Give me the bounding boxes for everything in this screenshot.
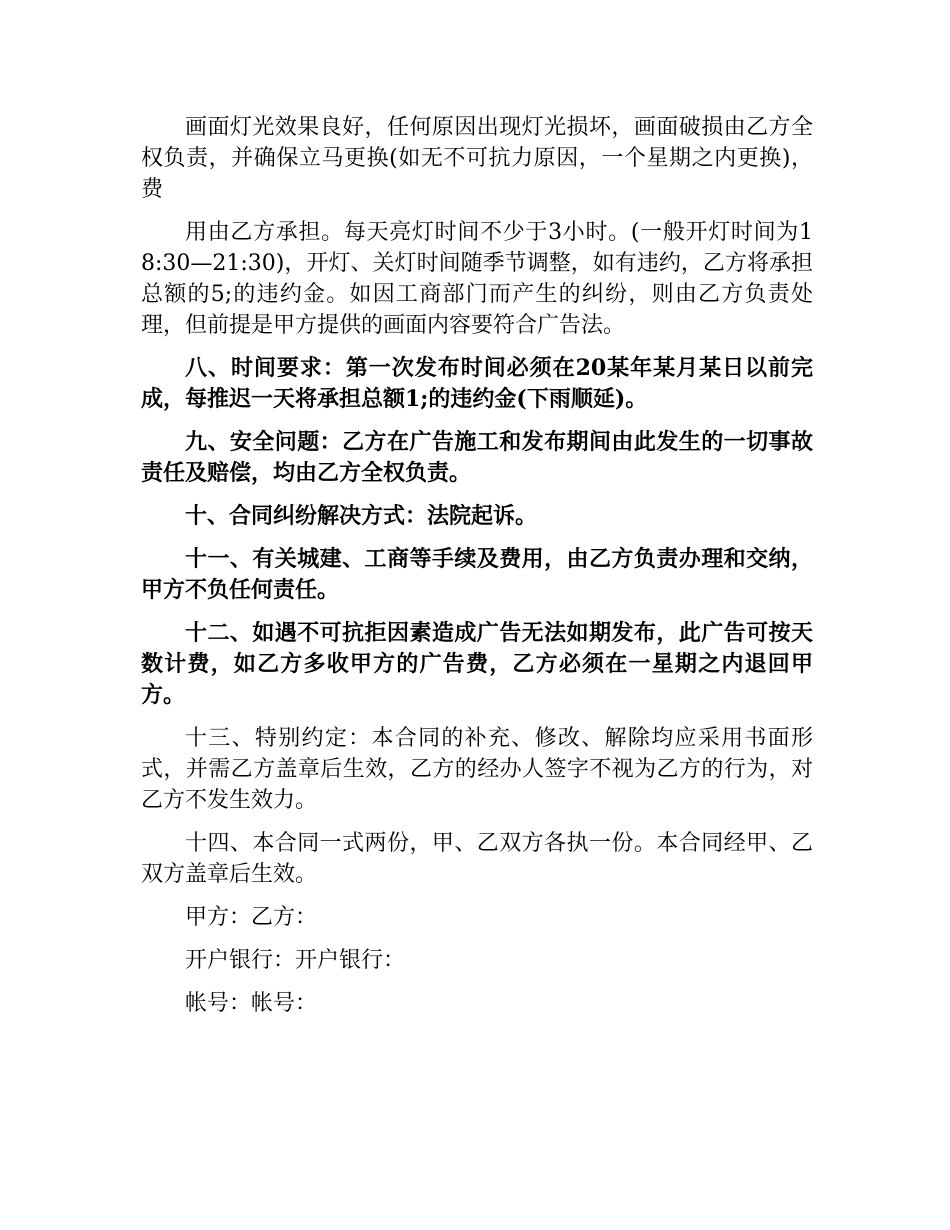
document-page (141, 112, 813, 1031)
paragraph-lighting: 画面灯光效果良好，任何原因出现灯光损坏，画面破损由乙方全权负责，并确保立马更换(如无不可抗力原因，一个星期之内更换)，费 (141, 115, 813, 202)
account-line: 帐号：帐号： (185, 991, 318, 1016)
clause-9-safety: 九、安全问题：乙方在广告施工和发布期间由此发生的一切事故责任及赔偿，均由乙方全权负责。 (141, 429, 813, 486)
clause-13-special-agreement: 十三、特别约定：本合同的补充、修改、解除均应采用书面形式，并需乙方盖章后生效，乙方的经办人签字不视为乙方的行为，对乙方不发生效力。 (141, 726, 813, 813)
clause-14-copies: 十四、本合同一式两份，甲、乙双方各执一份。本合同经甲、乙双方盖章后生效。 (141, 831, 813, 887)
clause-8-time-requirement: 八、时间要求：第一次发布时间必须在20某年某月某日以前完成，每推迟一天将承担总额1;的违约金(下雨顺延)。 (141, 355, 813, 412)
bank-line: 开户银行：开户银行： (185, 948, 406, 973)
clause-11-procedures: 十一、有关城建、工商等手续及费用，由乙方负责办理和交纳，甲方不负任何责任。 (141, 546, 813, 603)
clause-12-force-majeure: 十二、如遇不可抗拒因素造成广告无法如期发布，此广告可按天数计费，如乙方多收甲方的广告费，乙方必须在一星期之内退回甲方。 (141, 620, 813, 708)
party-line: 甲方：乙方： (185, 905, 318, 930)
clause-10-dispute: 十、合同纠纷解决方式：法院起诉。 (185, 503, 538, 529)
paragraph-cost-and-hours: 用由乙方承担。每天亮灯时间不少于3小时。(一般开灯时间为18:30—21:30)，开灯、关灯时间随季节调整，如有违约，乙方将承担总额的5;的违约金。如因工商部门而产生的纠纷，则由乙方负责处理，但前提是甲方提供的画面内容要符合广告法。 (141, 220, 813, 338)
